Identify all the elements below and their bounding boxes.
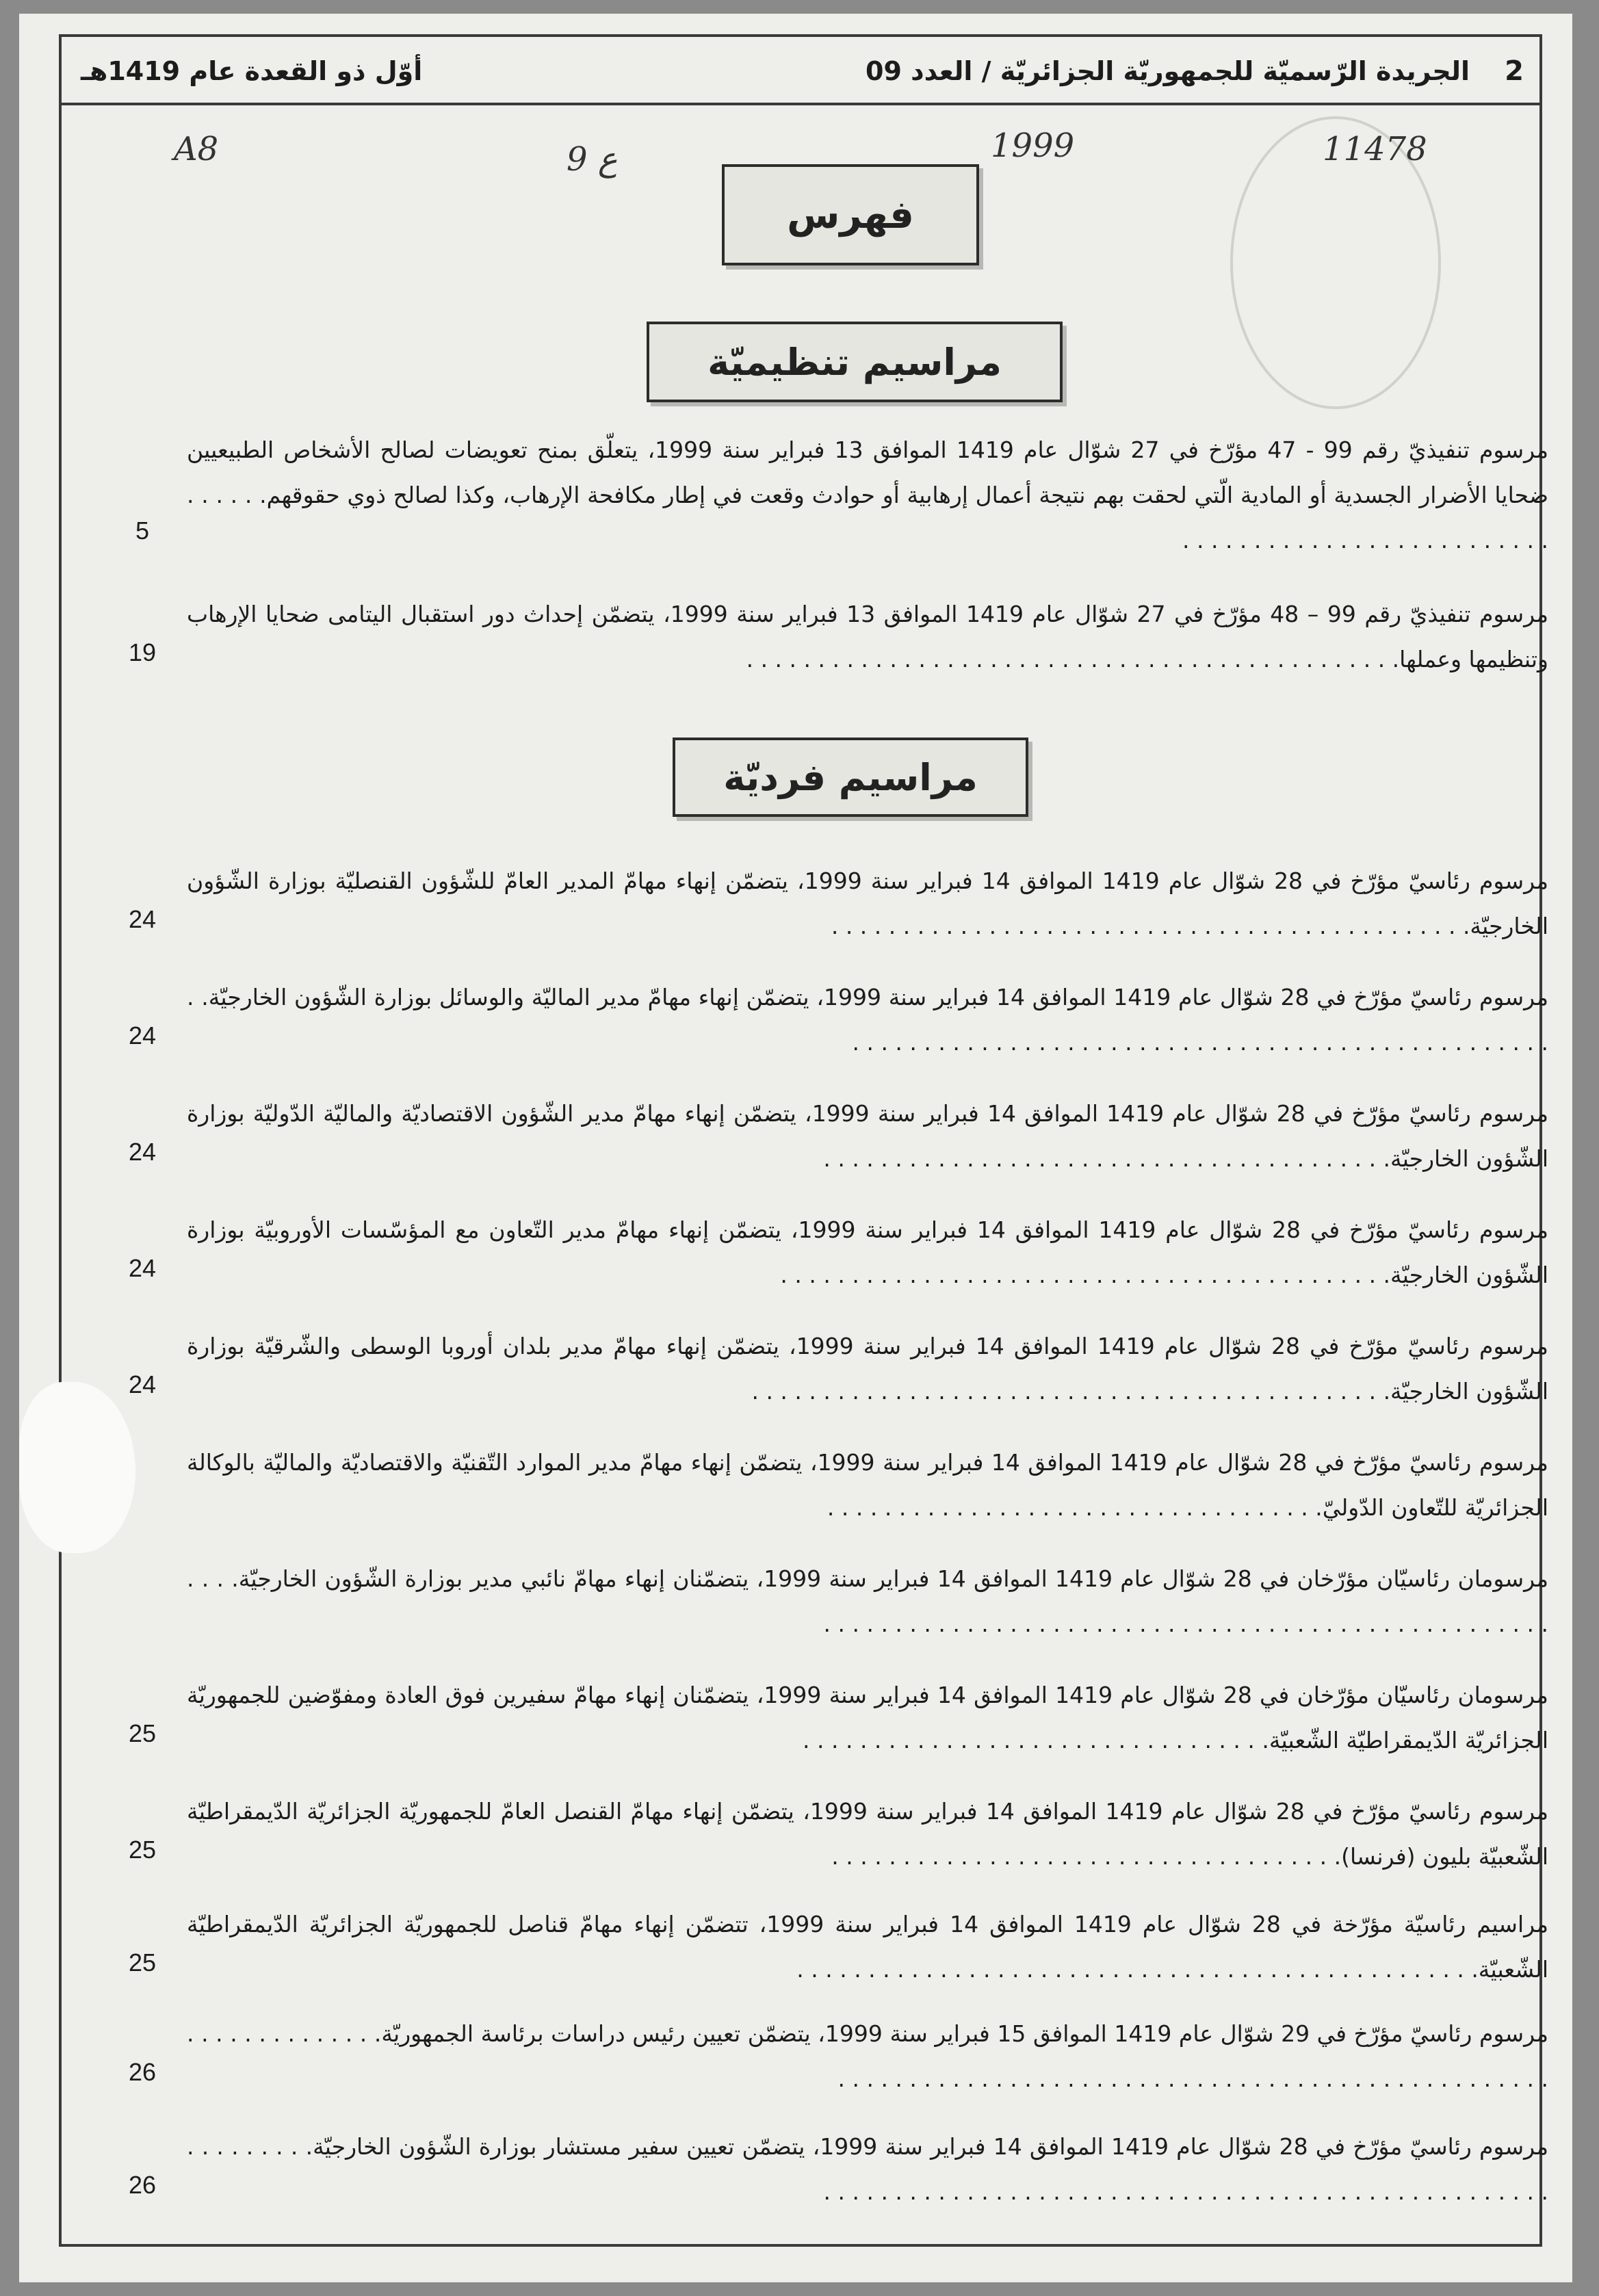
index-title-box [722, 164, 979, 265]
toc-entry[interactable]: مرسوم رئاسيّ مؤرّخ في 28 شوّال عام 1419 الموافق 14 فبراير سنة 1999، يتضمّن تعيين سفير مستشار بوزارة الشّؤون الخارجيّة. . . . . . . . . . . . . . . . . . . . . . . . . . . . . . . . . . . . . . . . . . . . . . . . . . . . . . . . . . . . [187, 2133, 1549, 2205]
toc-page-number: 24 [128, 1138, 157, 1166]
handwritten-code-a: A8 [174, 130, 219, 168]
toc-entry[interactable]: مرسوم رئاسيّ مؤرّخ في 28 شوّال عام 1419 الموافق 14 فبراير سنة 1999، يتضمّن إنهاء مهامّ مدير بلدان أوروبا الوسطى والشّرقيّة بوزارة الشّؤون الخارجيّة. . . . . . . . . . . . . . . . . . . . . . . . . . . . . . . . . . . . . . . . . . . . . [187, 1333, 1548, 1405]
toc-page-number: 24 [128, 1021, 157, 1049]
toc-page-number: 24 [128, 1254, 157, 1282]
header-divider [62, 103, 1539, 105]
section-title-box-individual [673, 738, 1028, 817]
toc-page-number: 24 [128, 905, 157, 933]
toc-entry[interactable]: مرسوم رئاسيّ مؤرّخ في 28 شوّال عام 1419 الموافق 14 فبراير سنة 1999، يتضمّن إنهاء مهامّ مدير الموارد التّقنيّة والاقتصاديّة والماليّة بالوكالة الجزائريّة للتّعاون الدّوليّ. . . . . . . . . . . . . . . . . . . . . . . . . . . . . . . . . . . [187, 1449, 1548, 1521]
toc-page-number: 5 [135, 517, 150, 545]
journal-page [19, 14, 1572, 2282]
toc-page-number: 25 [128, 1948, 157, 1977]
toc-page-number: 26 [128, 2171, 157, 2199]
toc-entry[interactable]: مرسوم رئاسيّ مؤرّخ في 29 شوّال عام 1419 الموافق 15 فبراير سنة 1999، يتضمّن تعيين رئيس دراسات برئاسة الجمهوريّة. . . . . . . . . . . . . . . . . . . . . . . . . . . . . . . . . . . . . . . . . . . . . . . . . . . . . . . . . . . . . . . . [187, 2020, 1548, 2092]
journal-title: الجريدة الرّسميّة للجمهوريّة الجزائريّة / العدد 09 [866, 56, 1470, 86]
handwritten-reference: 11478 [1323, 130, 1427, 168]
toc-entry[interactable]: مرسومان رئاسيّان مؤرّخان في 28 شوّال عام 1419 الموافق 14 فبراير سنة 1999، يتضمّنان إنهاء مهامّ نائبي مدير بوزارة الشّؤون الخارجيّة. . . . . . . . . . . . . . . . . . . . . . . . . . . . . . . . . . . . . . . . . . . . . . . . . . . . . . . [187, 1565, 1549, 1637]
section-title-box-regulatory [647, 322, 1063, 402]
toc-entry[interactable]: مرسومان رئاسيّان مؤرّخان في 28 شوّال عام 1419 الموافق 14 فبراير سنة 1999، يتضمّنان إنهاء مهامّ سفيرين فوق العادة ومفوّضين للجمهوريّة الجزائريّة الدّيمقراطيّة الشّعبيّة. . . . . . . . . . . . . . . . . . . . . . . . . . . . . . . . . [187, 1682, 1548, 1753]
toc-entry[interactable]: مرسوم رئاسيّ مؤرّخ في 28 شوّال عام 1419 الموافق 14 فبراير سنة 1999، يتضمّن إنهاء مهامّ مدير التّعاون مع المؤسّسات الأوروبيّة بوزارة الشّؤون الخارجيّة. . . . . . . . . . . . . . . . . . . . . . . . . . . . . . . . . . . . . . . . . . . [187, 1216, 1549, 1288]
toc-entry[interactable]: مرسوم رئاسيّ مؤرّخ في 28 شوّال عام 1419 الموافق 14 فبراير سنة 1999، يتضمّن إنهاء مهامّ مدير الشّؤون الاقتصاديّة والماليّة الدّوليّة بوزارة الشّؤون الخارجيّة. . . . . . . . . . . . . . . . . . . . . . . . . . . . . . . . . . . . . . . . [187, 1100, 1548, 1172]
toc-page-number: 26 [128, 2058, 157, 2086]
page-number: 2 [1505, 55, 1524, 87]
toc-page-number: 24 [128, 1370, 157, 1398]
toc-entry[interactable]: مرسوم تنفيذيّ رقم 99 - 47 مؤرّخ في 27 شوّال عام 1419 الموافق 13 فبراير سنة 1999، يتعلّق بمنح تعويضات لصالح الأشخاص الطبيعيين ضحايا الأضرار الجسدية أو المادية الّتي لحقت بهم نتيجة أعمال إرهابية أو حوادث وقعت في إطار مكافحة الإرهاب، وكذا لصالح ذوي حقوقهم. . . . . . . . . . . . . . . . . . . . . . . . . . . . . . . . [187, 436, 1549, 553]
toc-page-number: 25 [128, 1836, 157, 1864]
handwritten-code-b: ع 9 [567, 140, 618, 179]
section-title-regulatory: مراسيم تنظيميّة [707, 340, 1002, 384]
toc-page-number: 19 [128, 638, 157, 666]
index-title: فهرس [787, 192, 914, 237]
issue-date: أوّل ذو القعدة عام 1419هـ [81, 56, 423, 86]
toc-entry[interactable]: مراسيم رئاسيّة مؤرّخة في 28 شوّال عام 1419 الموافق 14 فبراير سنة 1999، تتضمّن إنهاء مهامّ قناصل للجمهوريّة الجزائريّة الدّيمقراطيّة الشّعبيّة. . . . . . . . . . . . . . . . . . . . . . . . . . . . . . . . . . . . . . . . . . . . . . . . [187, 1911, 1549, 1983]
toc-entry[interactable]: مرسوم تنفيذيّ رقم 99 – 48 مؤرّخ في 27 شوّال عام 1419 الموافق 13 فبراير سنة 1999، يتضمّن إحداث دور استقبال اليتامى ضحايا الإرهاب وتنظيمها وعملها. . . . . . . . . . . . . . . . . . . . . . . . . . . . . . . . . . . . . . . . . . . . . . [187, 601, 1548, 673]
handwritten-year: 1999 [991, 127, 1075, 165]
section-title-individual: مراسيم فرديّة [723, 755, 978, 799]
page-header [67, 40, 1531, 103]
toc-entry[interactable]: مرسوم رئاسيّ مؤرّخ في 28 شوّال عام 1419 الموافق 14 فبراير سنة 1999، يتضمّن إنهاء مهامّ القنصل العامّ للجمهوريّة الجزائريّة الدّيمقراطيّة الشّعبيّة بليون (فرنسا). . . . . . . . . . . . . . . . . . . . . . . . . . . . . . . . . . . . [187, 1798, 1548, 1870]
toc-entry[interactable]: مرسوم رئاسيّ مؤرّخ في 28 شوّال عام 1419 الموافق 14 فبراير سنة 1999، يتضمّن إنهاء مهامّ مدير الماليّة والوسائل بوزارة الشّؤون الخارجيّة. . . . . . . . . . . . . . . . . . . . . . . . . . . . . . . . . . . . . . . . . . . . . . . . . . . [187, 984, 1549, 1056]
toc-entry[interactable]: مرسوم رئاسيّ مؤرّخ في 28 شوّال عام 1419 الموافق 14 فبراير سنة 1999، يتضمّن إنهاء مهامّ المدير العامّ للشّؤون القنصليّة بوزارة الشّؤون الخارجيّة. . . . . . . . . . . . . . . . . . . . . . . . . . . . . . . . . . . . . . . . . . . . . [187, 867, 1549, 939]
toc-page-number: 25 [128, 1719, 157, 1747]
